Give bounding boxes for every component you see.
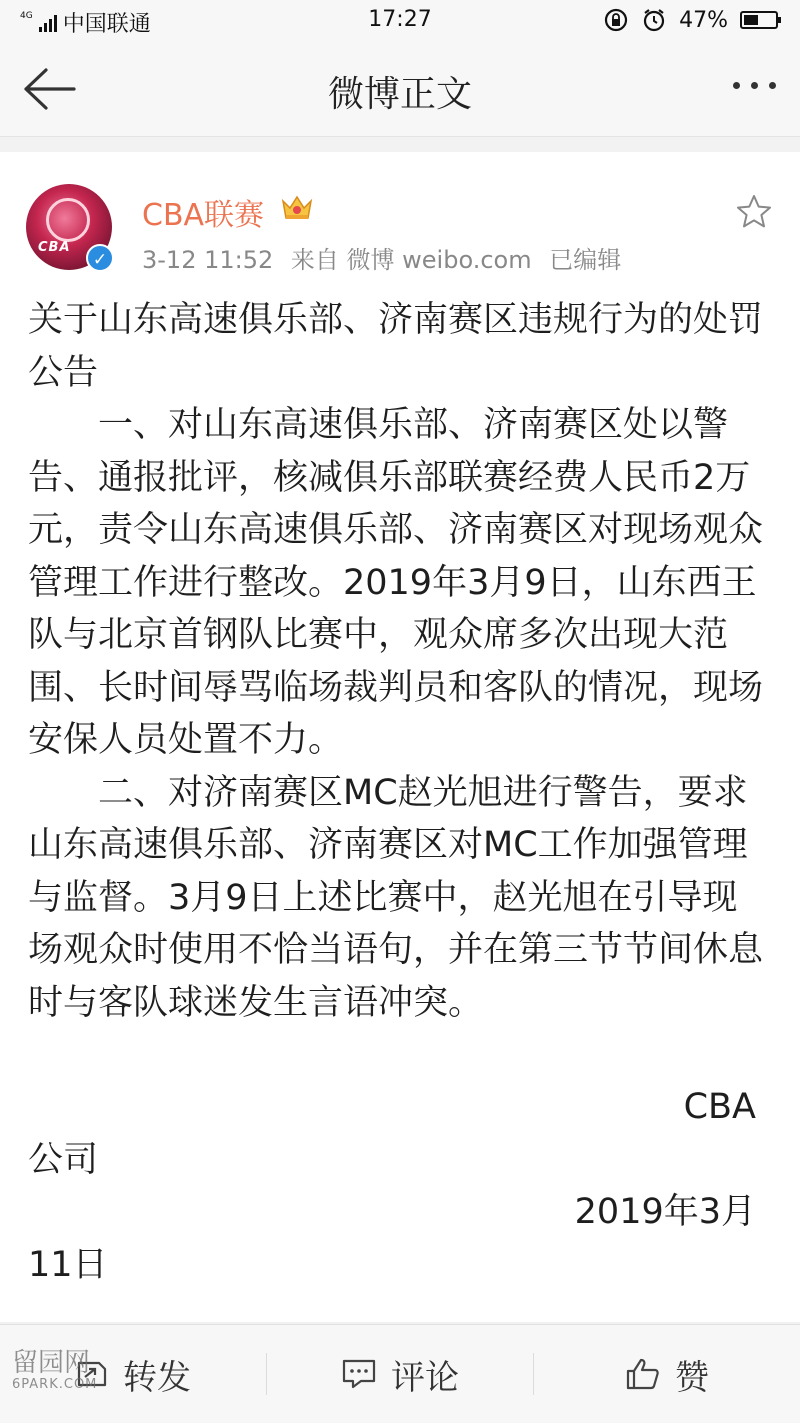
star-icon[interactable] xyxy=(734,192,774,232)
like-button[interactable] xyxy=(534,1325,800,1423)
more-dots-icon[interactable] xyxy=(733,82,776,89)
battery-icon xyxy=(740,11,778,29)
status-time: 17:27 xyxy=(368,7,432,32)
crown-icon[interactable] xyxy=(280,192,314,222)
status-bar xyxy=(0,0,800,42)
date-line-1: 2019年3月 xyxy=(574,1192,756,1232)
comment-icon xyxy=(341,1358,377,1390)
repost-label: 转发 xyxy=(123,1357,191,1398)
signature-line-1: CBA xyxy=(683,1087,756,1127)
nav-bar xyxy=(0,42,800,137)
thumbs-up-icon xyxy=(625,1357,661,1391)
network-type: 4G xyxy=(20,10,33,21)
carrier-name: 中国联通 xyxy=(62,12,151,37)
watermark-text: 留园网 xyxy=(12,1348,91,1378)
post-title: 关于山东高速俱乐部、济南赛区违规行为的处罚公告 xyxy=(28,300,764,393)
action-bar xyxy=(0,1324,800,1423)
watermark xyxy=(12,1348,97,1392)
avatar-logo-text: CBA xyxy=(38,240,71,255)
post-source: 来自 微博 weibo.com xyxy=(290,246,532,274)
post-meta xyxy=(142,240,631,275)
signature-line-2: 公司 xyxy=(28,1139,99,1180)
battery-fill xyxy=(744,15,758,25)
post-body xyxy=(28,294,772,1291)
verified-badge-icon: ✓ xyxy=(86,244,114,272)
comment-label: 评论 xyxy=(391,1357,459,1398)
page-title: 微博正文 xyxy=(327,74,472,115)
battery-percent: 47% xyxy=(679,7,728,33)
watermark-small: 6PARK.COM xyxy=(12,1377,98,1392)
post-date: 3-12 11:52 xyxy=(142,246,274,274)
post-card xyxy=(0,152,800,1322)
basketball-logo-icon xyxy=(46,198,90,242)
post-paragraph-1: 一、对山东高速俱乐部、济南赛区处以警告、通报批评，核减俱乐部联赛经费人民币2万元，责令山东高速俱乐部、济南赛区对现场观众管理工作进行整改。2019年3月9日，山东西王队与北京首钢队比赛中，观众席多次出现大范围、长时间辱骂临场裁判员和客队的情况，现场安保人员处置不力。 xyxy=(28,405,764,760)
like-label: 赞 xyxy=(675,1357,709,1398)
post-paragraph-2: 二、对济南赛区MC赵光旭进行警告，要求山东高速俱乐部、济南赛区对MC工作加强管理与监督。3月9日上述比赛中，赵光旭在引导现场观众时使用不恰当语句，并在第三节节间休息时与客队球迷发生言语冲突。 xyxy=(28,772,764,1023)
comment-button[interactable] xyxy=(267,1325,533,1423)
alarm-icon xyxy=(641,7,667,33)
rotation-lock-icon xyxy=(603,7,629,33)
status-right xyxy=(603,7,778,33)
author-name[interactable]: CBA联赛 xyxy=(142,198,265,233)
date-line-2: 11日 xyxy=(28,1244,108,1285)
post-edited: 已编辑 xyxy=(549,246,622,274)
